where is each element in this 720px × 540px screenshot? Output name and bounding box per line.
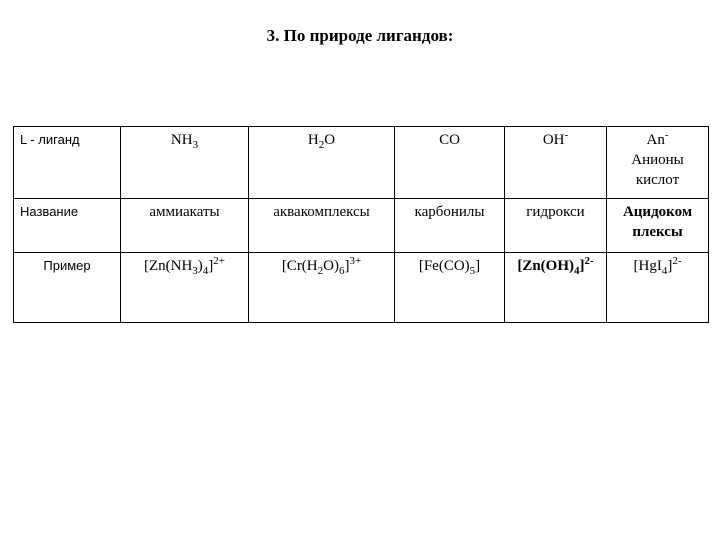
formula-h2o: $H_2O$ [307,132,336,151]
header-cell-ligand [14,127,121,199]
header-cell-an [607,127,709,199]
header-cell-co [395,127,505,199]
header-ligand-label: L - лиганд [20,132,80,147]
name-cell: аквакомплексы [249,199,395,253]
header-cell-nh3 [121,127,249,199]
table-row-header [14,127,709,199]
an-label-line3: кислот [635,172,680,188]
example-cell: $[Fe(CO)_5]$ [395,253,505,323]
example-cell: $[Zn(OH)_4]^{2-}$ [505,253,607,323]
formula-co: CO [439,132,460,148]
formula-an: An- [646,129,669,148]
table-row-examples [14,253,709,323]
header-cell-oh [505,127,607,199]
formula-oh: OH- [542,129,569,148]
example-cell: $[Cr(H_2O)_6]^{3+}$ [249,253,395,323]
example-cell: $[Zn(NH_3)_4]^{2+}$ [121,253,249,323]
header-cell-h2o [249,127,395,199]
name-cell: карбонилы [395,199,505,253]
name-cell: аммиакаты [121,199,249,253]
slide-title: 3. По природе лигандов: [266,26,454,45]
table-row-names [14,199,709,253]
row-label-name: Название [14,199,121,253]
name-cell: гидрокси [505,199,607,253]
an-label-line2: Анионы [631,152,684,168]
formula-nh3: $NH_3$ [170,132,199,151]
name-cell: Ацидоком плексы [607,199,709,253]
row-label-example: Пример [14,253,121,323]
example-cell: $[HgI_4]^{2-}$ [607,253,709,323]
ligand-table [13,126,709,323]
